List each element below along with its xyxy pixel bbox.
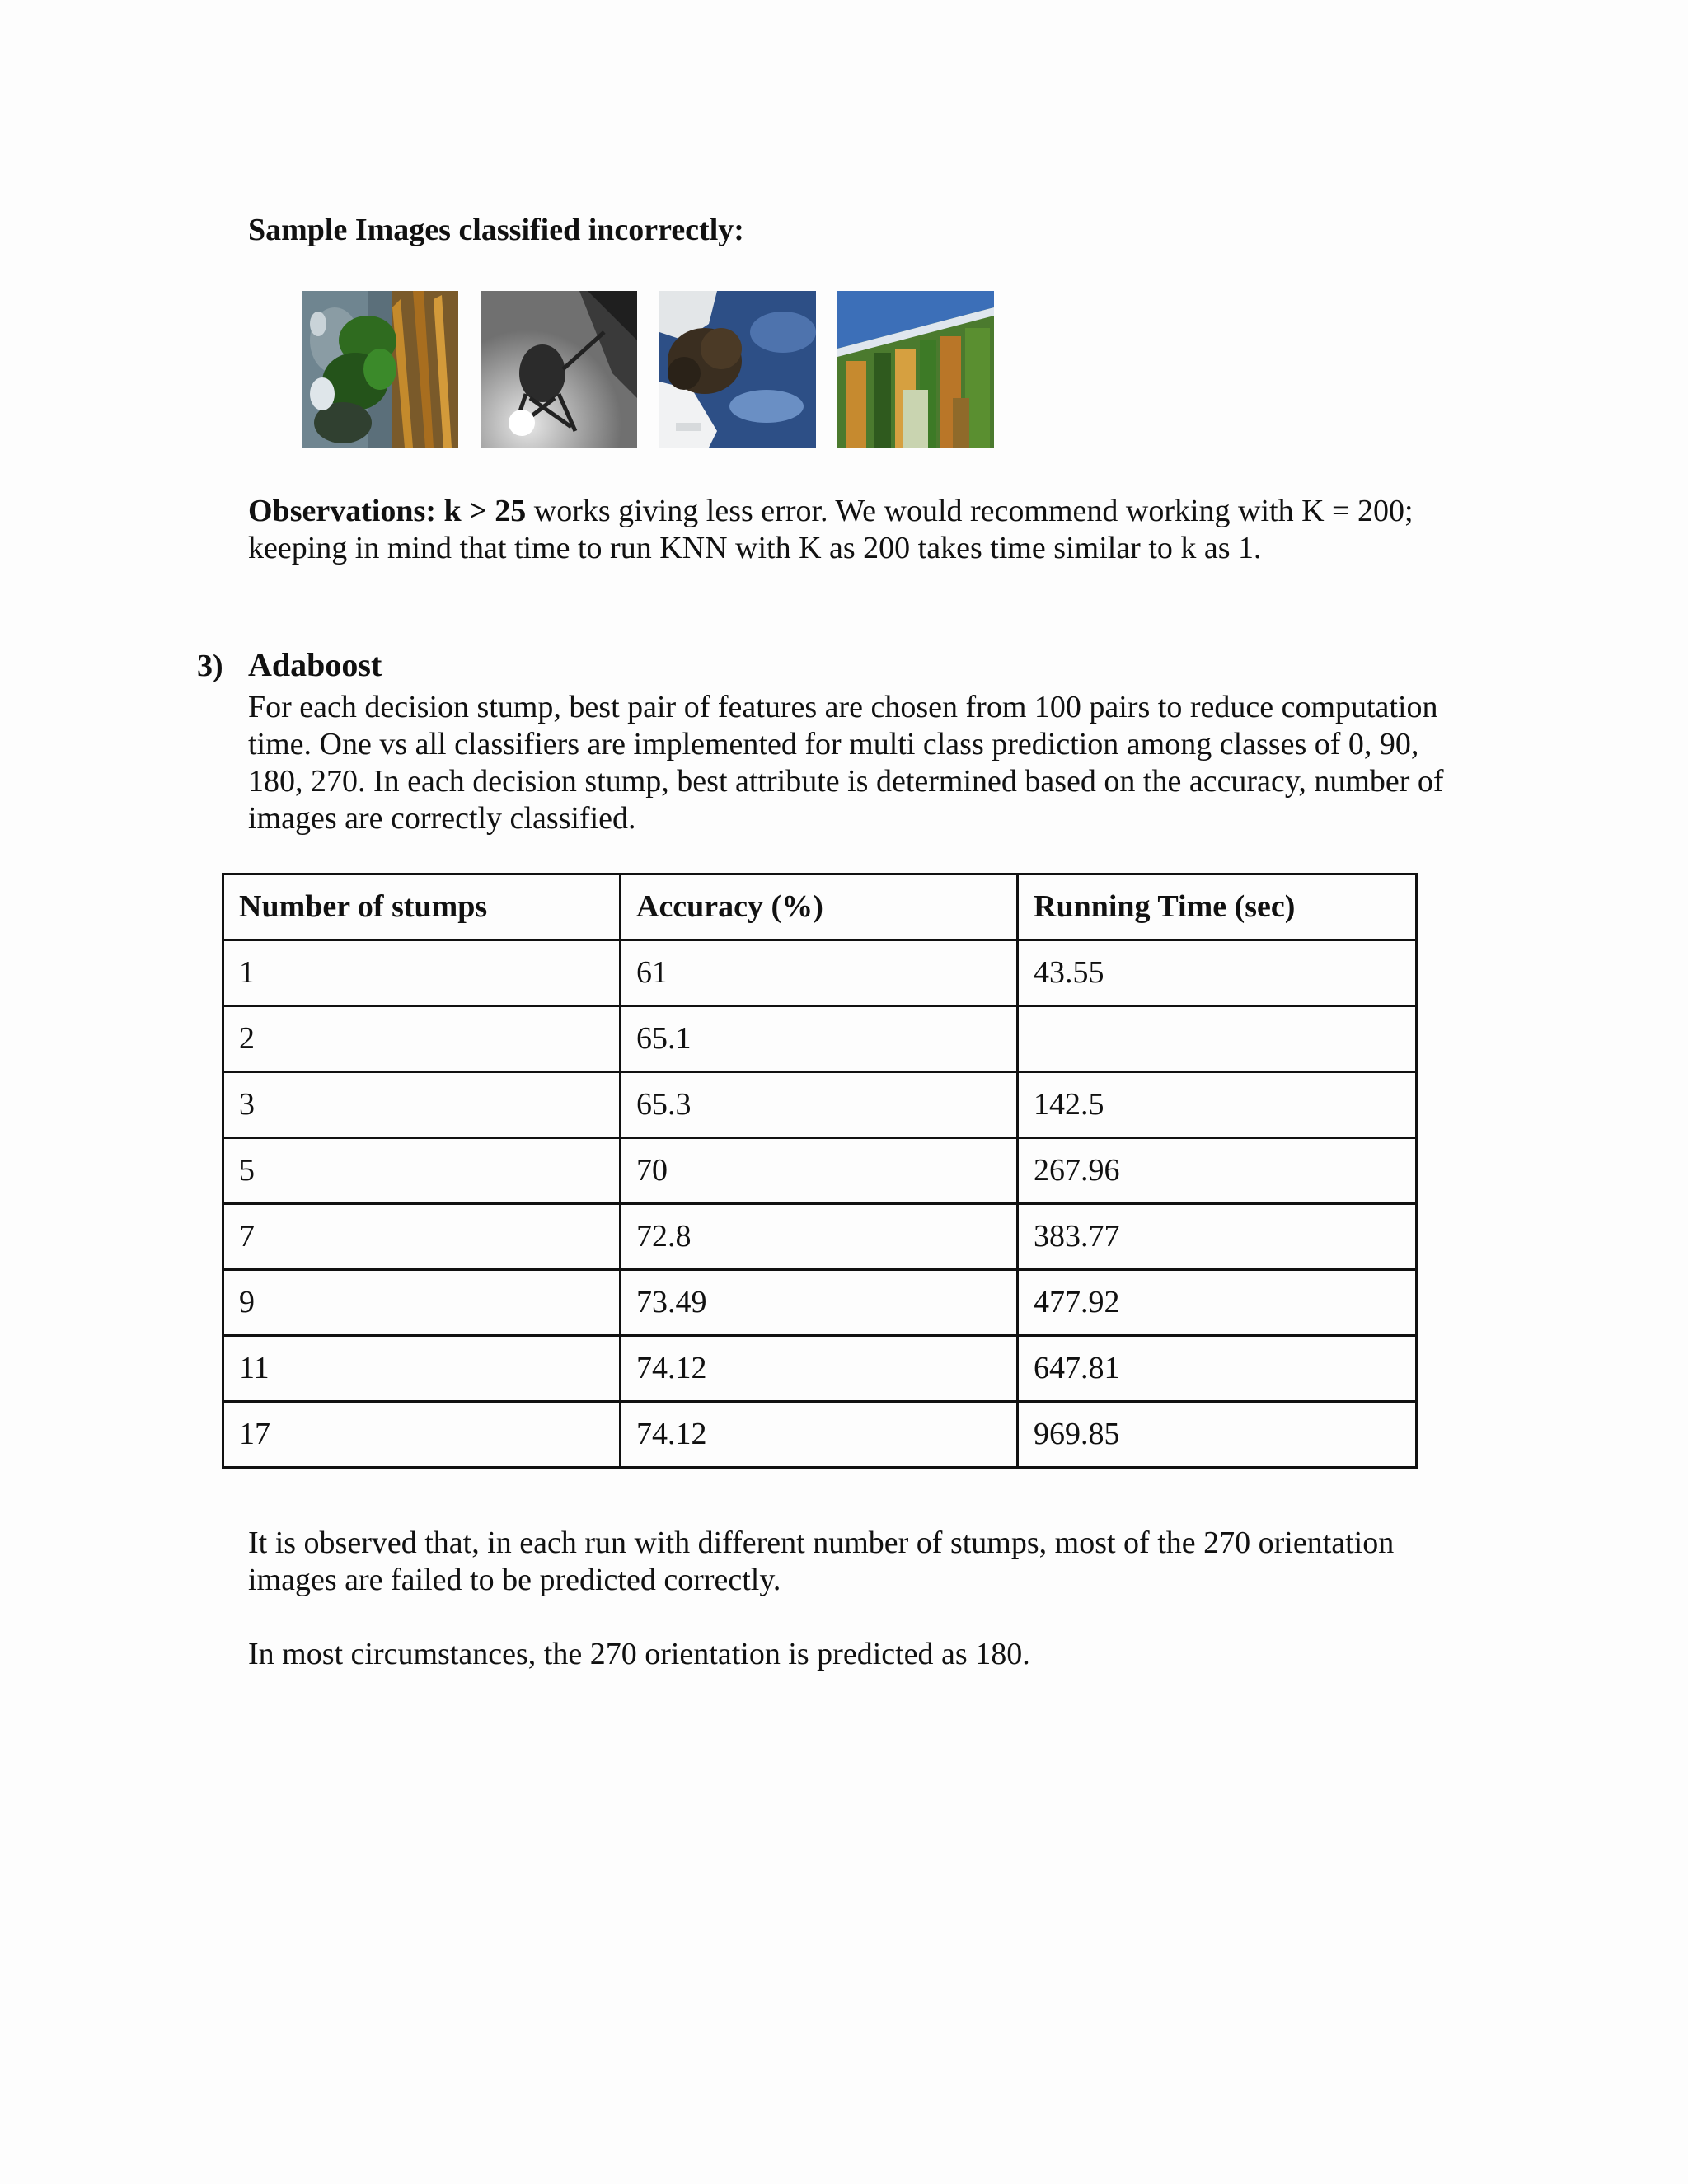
- water-tower-photo: [481, 291, 637, 448]
- conclusion-paragraph: In most circumstances, the 270 orientation is predicted as 180.: [248, 1637, 1030, 1671]
- table-header-row: [223, 874, 1417, 940]
- cell-accuracy: 65.3: [621, 1072, 1018, 1138]
- cell-stumps: 7: [223, 1204, 621, 1270]
- cell-stumps: 17: [223, 1402, 621, 1468]
- cell-running-time: 383.77: [1018, 1204, 1417, 1270]
- cell-accuracy: 73.49: [621, 1270, 1018, 1336]
- section-title: Adaboost: [248, 646, 382, 683]
- table-row: [223, 1270, 1417, 1336]
- cell-accuracy: 70: [621, 1138, 1018, 1204]
- cell-accuracy: 74.12: [621, 1336, 1018, 1402]
- cell-running-time: 477.92: [1018, 1270, 1417, 1336]
- table-row: [223, 1138, 1417, 1204]
- observations-text: works giving less error. We would recommend working with K = 200; keeping in mind that time to run KNN with K as 200 takes time similar to k as 1.: [248, 494, 1414, 565]
- cell-accuracy: 65.1: [621, 1006, 1018, 1072]
- table-row: [223, 1204, 1417, 1270]
- conclusion-paragraph: It is observed that, in each run with different number of stumps, most of the 270 orientation images are failed to be predicted correctly.: [248, 1526, 1395, 1597]
- snowy-tree-sky-photo: [659, 291, 816, 448]
- observations-highlight: k > 25: [443, 494, 527, 528]
- sample-images-heading: Sample Images classified incorrectly:: [248, 213, 744, 247]
- cell-accuracy: 74.12: [621, 1402, 1018, 1468]
- forest-stream-photo: [302, 291, 458, 448]
- cell-accuracy: 72.8: [621, 1204, 1018, 1270]
- adaboost-results-table: [222, 873, 1418, 1469]
- header-number-of-stumps: Number of stumps: [223, 874, 621, 940]
- cell-stumps: 9: [223, 1270, 621, 1336]
- table-row: [223, 1336, 1417, 1402]
- cell-running-time: 43.55: [1018, 940, 1417, 1006]
- section-number: 3): [197, 649, 223, 683]
- cell-running-time: 267.96: [1018, 1138, 1417, 1204]
- adaboost-description: For each decision stump, best pair of features are chosen from 100 pairs to reduce computation time. One vs all classifiers are implemented for multi class prediction among classes of 0, 90, 180, 270. In each decision stump, best attribute is determined based on the accuracy, number of images are correctly classified.: [248, 690, 1444, 836]
- cell-running-time: [1018, 1006, 1417, 1072]
- table-row: [223, 1006, 1417, 1072]
- table-row: [223, 940, 1417, 1006]
- header-running-time: Running Time (sec): [1018, 874, 1417, 940]
- cell-stumps: 11: [223, 1336, 621, 1402]
- cell-stumps: 1: [223, 940, 621, 1006]
- observations-label: Observations:: [248, 494, 436, 528]
- table-row: [223, 1072, 1417, 1138]
- cell-running-time: 969.85: [1018, 1402, 1417, 1468]
- cell-stumps: 5: [223, 1138, 621, 1204]
- observations-paragraph: [248, 493, 1451, 567]
- header-accuracy: Accuracy (%): [621, 874, 1018, 940]
- cell-running-time: 647.81: [1018, 1336, 1417, 1402]
- cell-stumps: 2: [223, 1006, 621, 1072]
- cell-running-time: 142.5: [1018, 1072, 1417, 1138]
- cell-stumps: 3: [223, 1072, 621, 1138]
- table-row: [223, 1402, 1417, 1468]
- cell-accuracy: 61: [621, 940, 1018, 1006]
- autumn-forest-sky-photo: [837, 291, 994, 448]
